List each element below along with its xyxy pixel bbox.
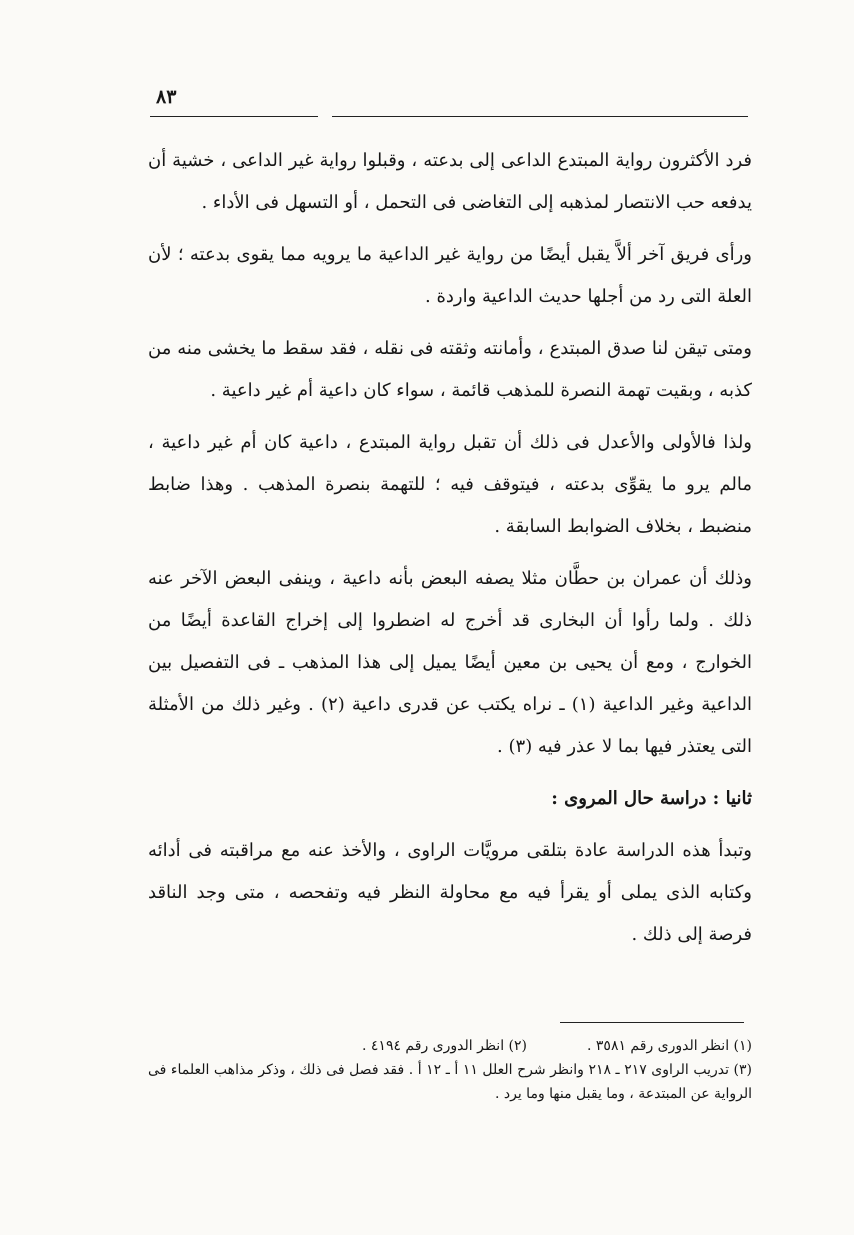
body-text [148, 140, 752, 966]
paragraph: وتبدأ هذه الدراسة عادة بتلقى مرويَّات الراوى ، والأخذ عنه مع مراقبته فى أدائه وكتابه الذى يملى أو يقرأ فيه مع محاولة النظر فيه وتفحصه ، متى وجد الناقد فرصة إلى ذلك . [148, 840, 752, 945]
paragraph: ومتى تيقن لنا صدق المبتدع ، وأمانته وثقته فى نقله ، فقد سقط ما يخشى منه من كذبه ، وبقيت تهمة النصرة للمذهب قائمة ، سواء كان داعية أم غير داعية . [148, 338, 752, 401]
page-number: ٨٣ [156, 86, 177, 108]
footnote-1: (١) انظر الدورى رقم ٣٥٨١ . [587, 1038, 752, 1054]
header-rule-left [150, 116, 318, 117]
footnotes [148, 1034, 752, 1106]
page-header [150, 80, 748, 120]
paragraph: وذلك أن عمران بن حطَّان مثلا يصفه البعض بأنه داعية ، وينفى البعض الآخر عنه ذلك . ولما رأوا أن البخارى قد أخرج له اضطروا إلى إخراج القاعدة أيضًا من الخوارج ، ومع أن يحيى بن معين أيضًا يميل إلى هذا المذهب ـ فى التفصيل بين الداعية وغير الداعية (١) ـ نراه يكتب عن قدرى داعية (٢) . وغير ذلك من الأمثلة التى يعتذر فيها بما لا عذر فيه (٣) . [148, 568, 752, 757]
paragraph: ولذا فالأولى والأعدل فى ذلك أن تقبل رواية المبتدع ، داعية كان أم غير داعية ، مالم يرو ما يقوِّى بدعته ، فيتوقف فيه ؛ للتهمة بنصرة المذهب . وهذا ضابط منضبط ، بخلاف الضوابط السابقة . [148, 432, 752, 537]
header-rule-right [332, 116, 748, 117]
paragraph: ورأى فريق آخر ألاَّ يقبل أيضًا من رواية غير الداعية ما يرويه مما يقوى بدعته ؛ لأن العلة التى رد من أجلها حديث الداعية واردة . [148, 244, 752, 307]
footnote-row [148, 1034, 752, 1058]
footnote-3: (٣) تدريب الراوى ٢١٧ ـ ٢١٨ وانظر شرح العلل ١١ أ ـ ١٢ أ . فقد فصل فى ذلك ، وذكر مذاهب العلماء فى الرواية عن المبتدعة ، وما يقبل منها وما يرد . [148, 1062, 752, 1102]
paragraph: فرد الأكثرون رواية المبتدع الداعى إلى بدعته ، وقبلوا رواية غير الداعى ، خشية أن يدفعه حب الانتصار لمذهبه إلى التغاضى فى التحمل ، أو التسهل فى الأداء . [148, 150, 752, 213]
section-heading: ثانيا : دراسة حال المروى : [551, 788, 752, 809]
footnote-2: (٢) انظر الدورى رقم ٤١٩٤ . [362, 1038, 527, 1054]
footnote-rule [560, 1022, 744, 1023]
